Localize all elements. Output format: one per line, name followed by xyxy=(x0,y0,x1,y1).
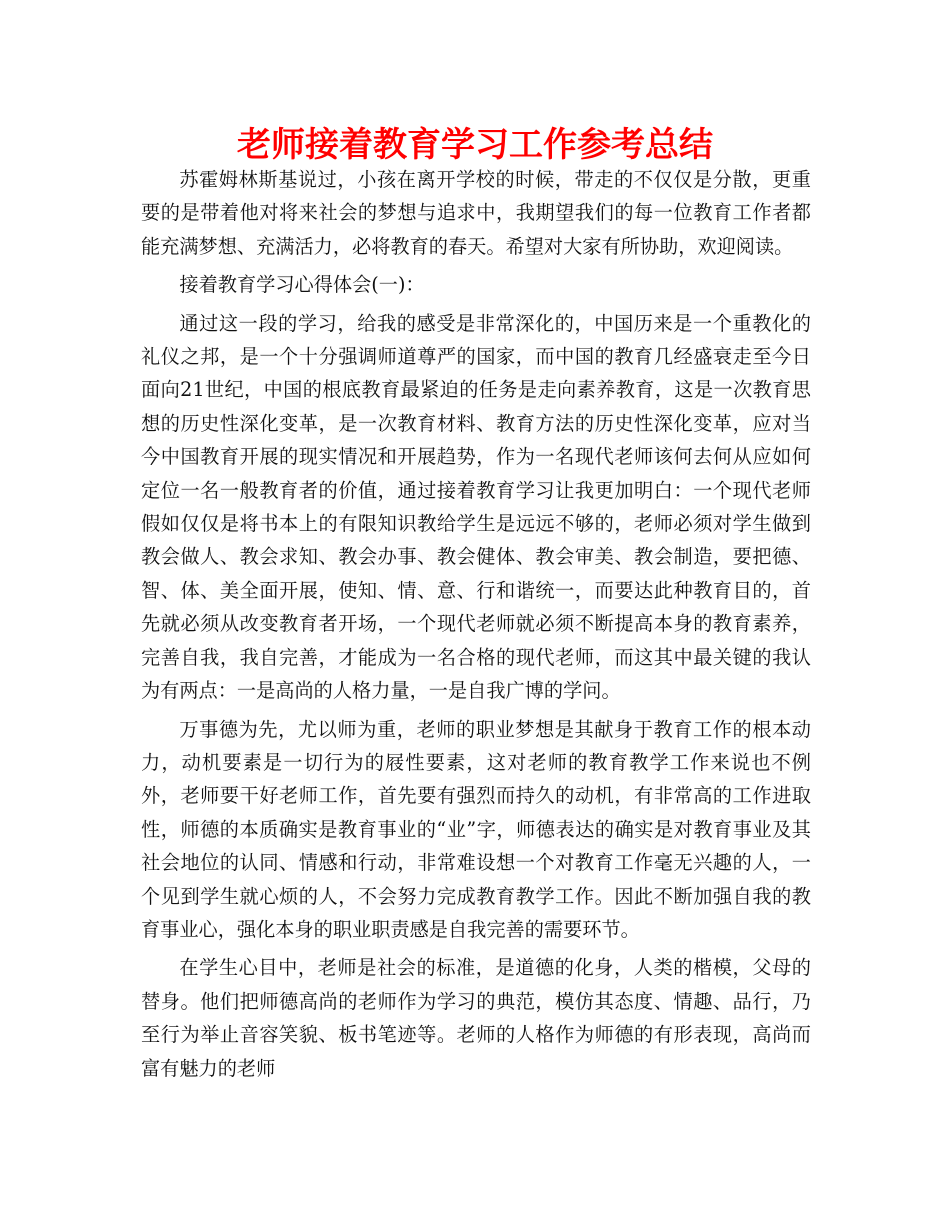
section-heading: 接着教育学习心得体会(一)： xyxy=(179,273,425,297)
paragraph-2: 万事德为先，尤以师为重，老师的职业梦想是其献身于教育工作的根本动力，动机要素是一切行为的屐性要素，这对老师的教育教学工作来说也不例外，老师要干好老师工作，首先要有强烈而持久的动机，有非常高的工作进取性，师德的本质确实是教育事业的“业”字，师德表达的确实是对教育事业及其社会地位的认同、情感和行动，非常难设想一个对教育工作毫无兴趣的人，一个见到学生就心烦的人，不会努力完成教育教学工作。因此不断加强自我的教育事业心，强化本身的职业职责感是自我完善的需要环节。 xyxy=(141,717,811,941)
document-title: 老师接着教育学习工作参考总结 xyxy=(237,125,713,165)
paragraph-1: 通过这一段的学习，给我的感受是非常深化的，中国历来是一个重教化的礼仪之邦，是一个十分强调师道尊严的国家，而中国的教育几经盛衰走至今日面向21世纪，中国的根底教育最紧迫的任务是走向素养教育，这是一次教育思想的历史性深化变革，是一次教育材料、教育方法的历史性深化变革，应对当今中国教育开展的现实情况和开展趋势，作为一名现代老师该何去何从应如何定位一名一般教育者的价值，通过接着教育学习让我更加明白：一个现代老师假如仅仅是将书本上的有限知识教给学生是远远不够的，老师必须对学生做到教会做人、教会求知、教会办事、教会健体、教会审美、教会制造，要把德、智、体、美全面开展，使知、情、意、行和谐统一，而要达此种教育目的，首先就必须从改变教育者开场，一个现代老师就必须不断提高本身的教育素养，完善自我，我自完善，才能成为一名合格的现代老师，而这其中最关键的我认为有两点：一是高尚的人格力量，一是自我广博的学问。 xyxy=(141,311,811,703)
document-body xyxy=(141,163,811,1090)
paragraph-3: 在学生心目中，老师是社会的标准，是道德的化身，人类的楷模，父母的替身。他们把师德高尚的老师作为学习的典范，模仿其态度、情趣、品行，乃至行为举止音容笑貌、板书笔迹等。老师的人格作为师德的有形表现，高尚而富有魅力的老师 xyxy=(141,956,811,1080)
paragraph-intro: 苏霍姆林斯基说过，小孩在离开学校的时候，带走的不仅仅是分散，更重要的是带着他对将来社会的梦想与追求中，我期望我们的每一位教育工作者都能充满梦想、充满活力，必将教育的春天。希望对大家有所协助，欢迎阅读。 xyxy=(141,168,811,258)
